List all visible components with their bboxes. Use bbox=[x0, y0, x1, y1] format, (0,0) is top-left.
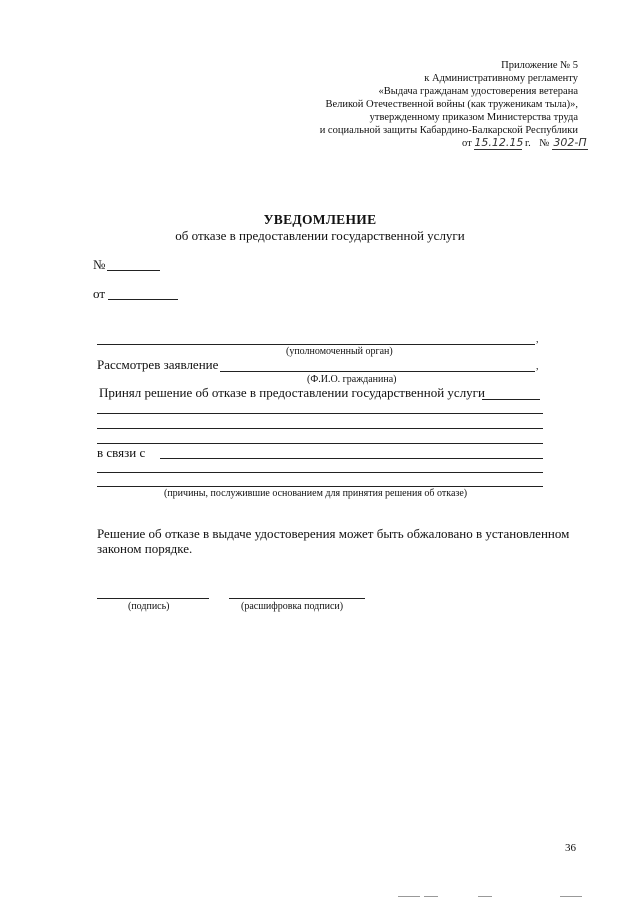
header-veteran-line: Великой Отечественной войны (как труженикам тыла)», bbox=[325, 99, 578, 110]
scan-artifact-3 bbox=[478, 896, 492, 897]
document-title: УВЕДОМЛЕНИЕ bbox=[263, 212, 377, 227]
header-date-value: 15.12.15 bbox=[474, 136, 524, 149]
decision-line-4 bbox=[97, 443, 543, 444]
page-number: 36 bbox=[565, 842, 576, 854]
scan-artifact-1 bbox=[398, 896, 420, 897]
header-regulation-line: к Административному регламенту bbox=[424, 73, 578, 84]
authority-comma: , bbox=[536, 334, 539, 345]
header-service-line: «Выдача гражданам удостоверения ветерана bbox=[378, 86, 578, 97]
date-label: от bbox=[93, 286, 106, 301]
header-annex-line: Приложение № 5 bbox=[501, 60, 578, 71]
appeal-text-line-2: законом порядке. bbox=[97, 541, 193, 556]
reason-line-2 bbox=[97, 472, 543, 473]
header-date-row bbox=[462, 137, 588, 150]
reasons-caption: (причины, послужившие основанием для принятия решения об отказе) bbox=[164, 488, 468, 499]
header-year-suffix: г. bbox=[524, 138, 531, 149]
header-number-value: 302-П bbox=[553, 136, 587, 149]
decision-text: Принял решение об отказе в предоставлении государственной услуги bbox=[99, 385, 485, 400]
scan-artifact-2 bbox=[424, 896, 438, 897]
application-label: Рассмотрев заявление bbox=[97, 357, 219, 372]
signature-caption: (подпись) bbox=[128, 601, 170, 612]
number-label: № bbox=[93, 257, 106, 272]
application-field-line bbox=[220, 371, 535, 372]
reason-line-3 bbox=[97, 486, 543, 487]
decision-field-line bbox=[482, 399, 540, 400]
authority-caption: (уполномоченный орган) bbox=[286, 346, 393, 357]
appeal-text-line-1: Решение об отказе в выдаче удостоверения может быть обжаловано в установленном bbox=[97, 526, 570, 541]
header-date-prefix: от bbox=[462, 138, 472, 149]
application-comma: , bbox=[536, 361, 539, 372]
document-subtitle: об отказе в предоставлении государственной услуги bbox=[175, 228, 465, 243]
header-number-prefix: № bbox=[539, 138, 550, 149]
authority-field-line bbox=[97, 344, 535, 345]
scan-artifact-4 bbox=[560, 896, 582, 897]
date-field-line bbox=[108, 299, 178, 300]
reason-label: в связи с bbox=[97, 445, 146, 460]
decision-line-2 bbox=[97, 413, 543, 414]
header-republic-line: и социальной защиты Кабардино-Балкарской Республики bbox=[319, 125, 578, 136]
decision-line-3 bbox=[97, 428, 543, 429]
signature-decode-caption: (расшифровка подписи) bbox=[241, 601, 344, 612]
citizen-caption: (Ф.И.О. гражданина) bbox=[307, 374, 397, 385]
signature-decode-line bbox=[229, 598, 365, 599]
reason-field-line bbox=[160, 458, 543, 459]
header-ministry-line: утвержденному приказом Министерства труда bbox=[369, 112, 578, 123]
number-field-line bbox=[107, 270, 160, 271]
signature-line bbox=[97, 598, 209, 599]
